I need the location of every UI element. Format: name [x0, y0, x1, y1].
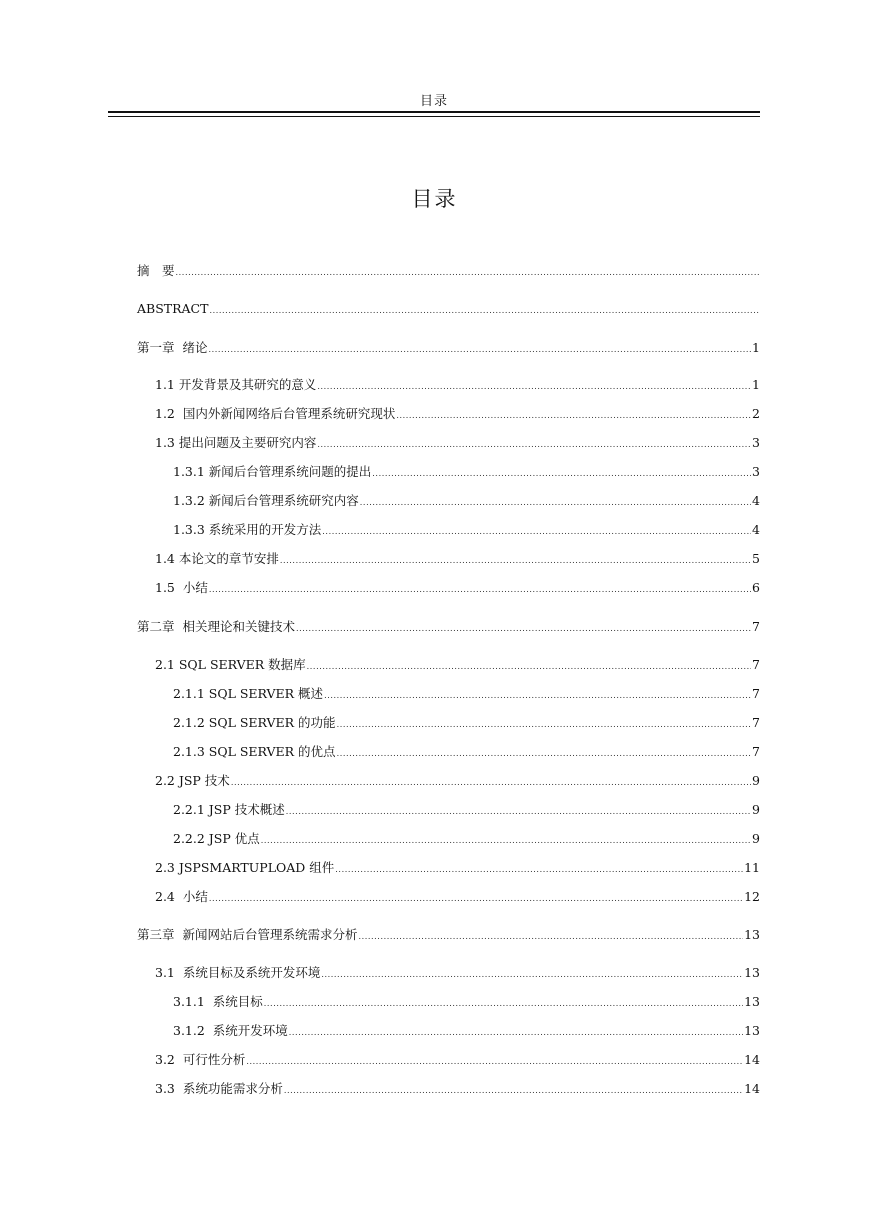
toc-entry[interactable]: [173, 521, 760, 539]
toc-entry-label: 2.1.2 SQL SERVER 的功能: [173, 715, 336, 730]
toc-leader: [280, 552, 751, 570]
toc-leader: [264, 995, 743, 1013]
toc-entry[interactable]: [173, 685, 760, 703]
toc-entry-label: 1.5 小结: [155, 580, 208, 595]
toc-entry-page: 13: [744, 965, 760, 980]
toc-entry[interactable]: [155, 888, 760, 906]
toc-leader: [261, 832, 751, 850]
toc-entry-label: 2.1.3 SQL SERVER 的优点: [173, 744, 336, 759]
toc-leader: [317, 436, 751, 454]
toc-leader: [337, 745, 751, 763]
toc-leader: [289, 1024, 743, 1042]
toc-entry-label: 1.3 提出问题及主要研究内容: [155, 435, 317, 450]
toc-entry[interactable]: [155, 1080, 760, 1098]
header-rule-thick: [108, 111, 760, 113]
toc-entry[interactable]: [155, 376, 760, 394]
toc-entry-label: 2.1 SQL SERVER 数据库: [155, 657, 306, 672]
toc-entry-page: 13: [744, 927, 760, 942]
toc-entry-page: 5: [752, 551, 760, 566]
toc-leader: [296, 620, 751, 638]
toc-leader: [209, 302, 759, 320]
toc-entry[interactable]: [173, 492, 760, 510]
toc-entry-label: 摘 要: [137, 263, 175, 278]
page-title: 目录: [411, 187, 458, 211]
toc-entry-label: 1.4 本论文的章节安排: [155, 551, 279, 566]
toc-entry[interactable]: [173, 993, 760, 1011]
toc-entry-label: 第一章 绪论: [137, 340, 208, 355]
toc-leader: [286, 803, 751, 821]
toc-entry-label: 3.2 可行性分析: [155, 1052, 246, 1067]
toc-entry-label: 3.1 系统目标及系统开发环境: [155, 965, 321, 980]
toc-leader: [396, 407, 751, 425]
toc-entry[interactable]: [173, 743, 760, 761]
toc-leader: [208, 341, 751, 359]
toc-entry-label: 1.2 国内外新闻网络后台管理系统研究现状: [155, 406, 396, 421]
toc-leader: [372, 465, 751, 483]
toc-entry-page: 2: [752, 406, 760, 421]
toc-entry-page: 13: [744, 1023, 760, 1038]
toc-entry-label: 1.3.1 新闻后台管理系统问题的提出: [173, 464, 372, 479]
toc-leader: [322, 523, 751, 541]
header-rule-thin: [108, 116, 760, 117]
toc-leader: [284, 1082, 743, 1100]
toc-entry[interactable]: [137, 618, 760, 636]
toc-entry[interactable]: [173, 1022, 760, 1040]
toc-entry[interactable]: [173, 463, 760, 481]
toc-entry-label: 1.3.3 系统采用的开发方法: [173, 522, 322, 537]
toc-entry-page: 11: [744, 860, 760, 875]
toc-entry-page: 14: [744, 1052, 760, 1067]
toc-leader: [209, 581, 751, 599]
toc-entry-label: 2.4 小结: [155, 889, 208, 904]
toc-entry-page: 4: [752, 522, 760, 537]
toc-entry-page: 12: [744, 889, 760, 904]
toc-leader: [209, 890, 743, 908]
toc-leader: [246, 1053, 743, 1071]
toc-entry-label: 第二章 相关理论和关键技术: [137, 619, 295, 634]
toc-leader: [176, 264, 759, 282]
toc-entry-page: 7: [752, 619, 760, 634]
toc-leader: [307, 658, 751, 676]
toc-entry-page: 9: [752, 831, 760, 846]
toc-entry[interactable]: [173, 830, 760, 848]
toc-leader: [335, 861, 743, 879]
toc-entry[interactable]: [173, 801, 760, 819]
toc-entry-page: 7: [752, 744, 760, 759]
toc-entry-label: 3.1.2 系统开发环境: [173, 1023, 288, 1038]
toc-entry-page: 3: [752, 435, 760, 450]
toc-entry-page: 3: [752, 464, 760, 479]
toc-entry-label: 3.1.1 系统目标: [173, 994, 263, 1009]
toc-entry-label: 3.3 系统功能需求分析: [155, 1081, 283, 1096]
toc-entry-page: 1: [752, 377, 760, 392]
toc-entry[interactable]: [155, 579, 760, 597]
toc-entry-label: 2.2.1 JSP 技术概述: [173, 802, 285, 817]
toc-entry-page: 9: [752, 773, 760, 788]
toc-entry-label: 第三章 新闻网站后台管理系统需求分析: [137, 927, 358, 942]
toc-leader: [321, 966, 743, 984]
toc-entry-page: 9: [752, 802, 760, 817]
toc-entry-label: 1.1 开发背景及其研究的意义: [155, 377, 317, 392]
toc-entry-label: 2.2 JSP 技术: [155, 773, 230, 788]
toc-entry-label: 1.3.2 新闻后台管理系统研究内容: [173, 493, 359, 508]
toc-entry[interactable]: [155, 434, 760, 452]
toc-entry-page: 1: [752, 340, 760, 355]
toc-leader: [358, 928, 743, 946]
toc-entry-page: 7: [752, 686, 760, 701]
toc-entry[interactable]: [137, 262, 760, 280]
toc-entry[interactable]: [137, 926, 760, 944]
toc-entry[interactable]: [155, 656, 760, 674]
toc-entry-label: 2.2.2 JSP 优点: [173, 831, 260, 846]
toc-entry-page: 7: [752, 657, 760, 672]
toc-entry[interactable]: [137, 339, 760, 357]
toc-entry-page: 4: [752, 493, 760, 508]
toc-entry-page: 7: [752, 715, 760, 730]
toc-entry-page: 13: [744, 994, 760, 1009]
toc-entry[interactable]: [155, 550, 760, 568]
running-header: 目录: [419, 94, 448, 109]
toc-entry-label: 2.3 JSPSMARTUPLOAD 组件: [155, 860, 335, 875]
toc-entry[interactable]: [155, 1051, 760, 1069]
toc-entry[interactable]: [155, 859, 760, 877]
toc-leader: [337, 716, 751, 734]
toc-leader: [324, 687, 751, 705]
toc-entry[interactable]: [155, 964, 760, 982]
toc-entry-page: 14: [744, 1081, 760, 1096]
toc-leader: [231, 774, 751, 792]
toc-entry-label: ABSTRACT: [137, 301, 209, 316]
toc-entry-label: 2.1.1 SQL SERVER 概述: [173, 686, 324, 701]
toc-entry[interactable]: [155, 772, 760, 790]
toc-entry[interactable]: [155, 405, 760, 423]
toc-leader: [360, 494, 751, 512]
toc-entry[interactable]: [173, 714, 760, 732]
toc-entry[interactable]: [137, 300, 760, 318]
toc-entry-page: 6: [752, 580, 760, 595]
toc-leader: [317, 378, 751, 396]
